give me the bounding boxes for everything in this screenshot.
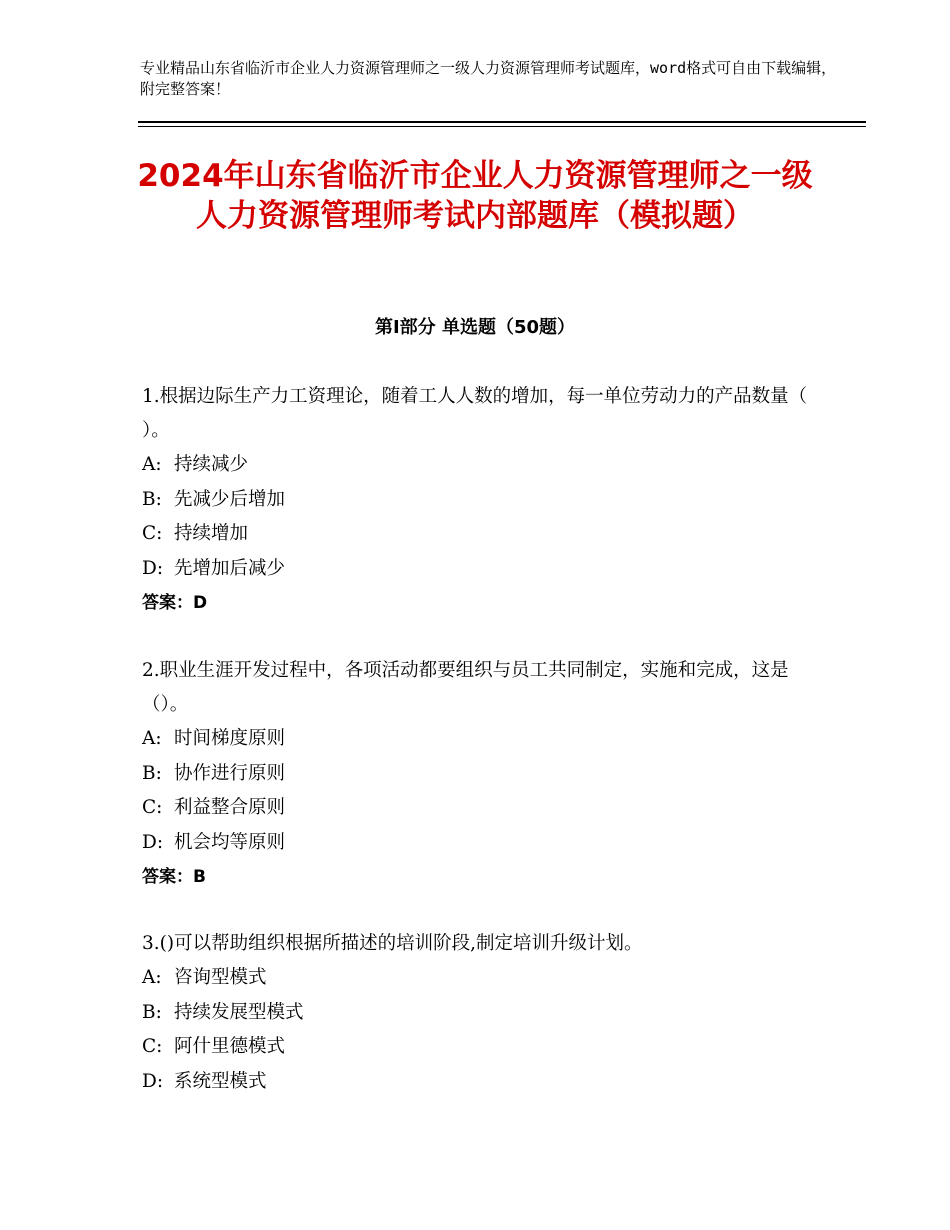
header-note: 专业精品山东省临沂市企业人力资源管理师之一级人力资源管理师考试题库，word格式可自由下载编辑，附完整答案！: [140, 59, 837, 98]
header-divider-thin: [138, 126, 866, 127]
question-3: [142, 927, 812, 1099]
option-c: [142, 517, 812, 552]
option-c: [142, 1030, 812, 1065]
option-letter: D:: [142, 1070, 164, 1092]
option-letter: D:: [142, 557, 164, 579]
option-text: 持续减少: [174, 454, 249, 475]
option-text: 持续增加: [174, 523, 249, 544]
option-letter: C:: [142, 523, 163, 544]
answer: 答案：B: [142, 867, 206, 887]
option-text: 咨询型模式: [174, 967, 267, 988]
question-stem: 3.()可以帮助组织根据所描述的培训阶段,制定培训升级计划。: [142, 933, 643, 954]
option-text: 协作进行原则: [174, 762, 286, 784]
question-stem: 2.职业生涯开发过程中，各项活动都要组织与员工共同制定，实施和完成，这是（）。: [142, 660, 789, 715]
option-b: [142, 757, 812, 792]
question-1: [142, 380, 812, 620]
question-2: [142, 654, 812, 894]
option-text: 先增加后减少: [174, 557, 286, 579]
header-divider: [138, 121, 866, 123]
option-letter: B:: [142, 488, 162, 510]
option-text: 持续发展型模式: [174, 1001, 304, 1023]
answer: 答案：D: [142, 593, 208, 613]
option-text: 系统型模式: [174, 1070, 267, 1092]
option-text: 机会均等原则: [174, 831, 286, 853]
option-letter: A:: [142, 728, 162, 749]
option-text: 阿什里德模式: [174, 1036, 286, 1057]
option-letter: C:: [142, 797, 163, 818]
option-d: [142, 1065, 812, 1100]
option-text: 时间梯度原则: [174, 728, 286, 749]
option-letter: D:: [142, 831, 164, 853]
option-letter: C:: [142, 1036, 163, 1057]
option-letter: B:: [142, 762, 162, 784]
option-a: [142, 448, 812, 483]
question-stem: 1.根据边际生产力工资理论，随着工人人数的增加，每一单位劳动力的产品数量（ ）。: [142, 386, 808, 441]
option-d: [142, 826, 812, 861]
option-d: [142, 552, 812, 587]
option-a: [142, 722, 812, 757]
option-text: 利益整合原则: [174, 797, 286, 818]
option-b: [142, 996, 812, 1031]
option-letter: A:: [142, 967, 162, 988]
option-b: [142, 483, 812, 518]
option-a: [142, 961, 812, 996]
option-letter: A:: [142, 454, 162, 475]
section-title: 第Ⅰ部分 单选题（50题）: [374, 317, 575, 338]
option-text: 先减少后增加: [174, 488, 286, 510]
option-c: [142, 791, 812, 826]
option-letter: B:: [142, 1001, 162, 1023]
document-title: 2024年山东省临沂市企业人力资源管理师之一级人力资源管理师考试内部题库（模拟题）: [137, 158, 813, 234]
